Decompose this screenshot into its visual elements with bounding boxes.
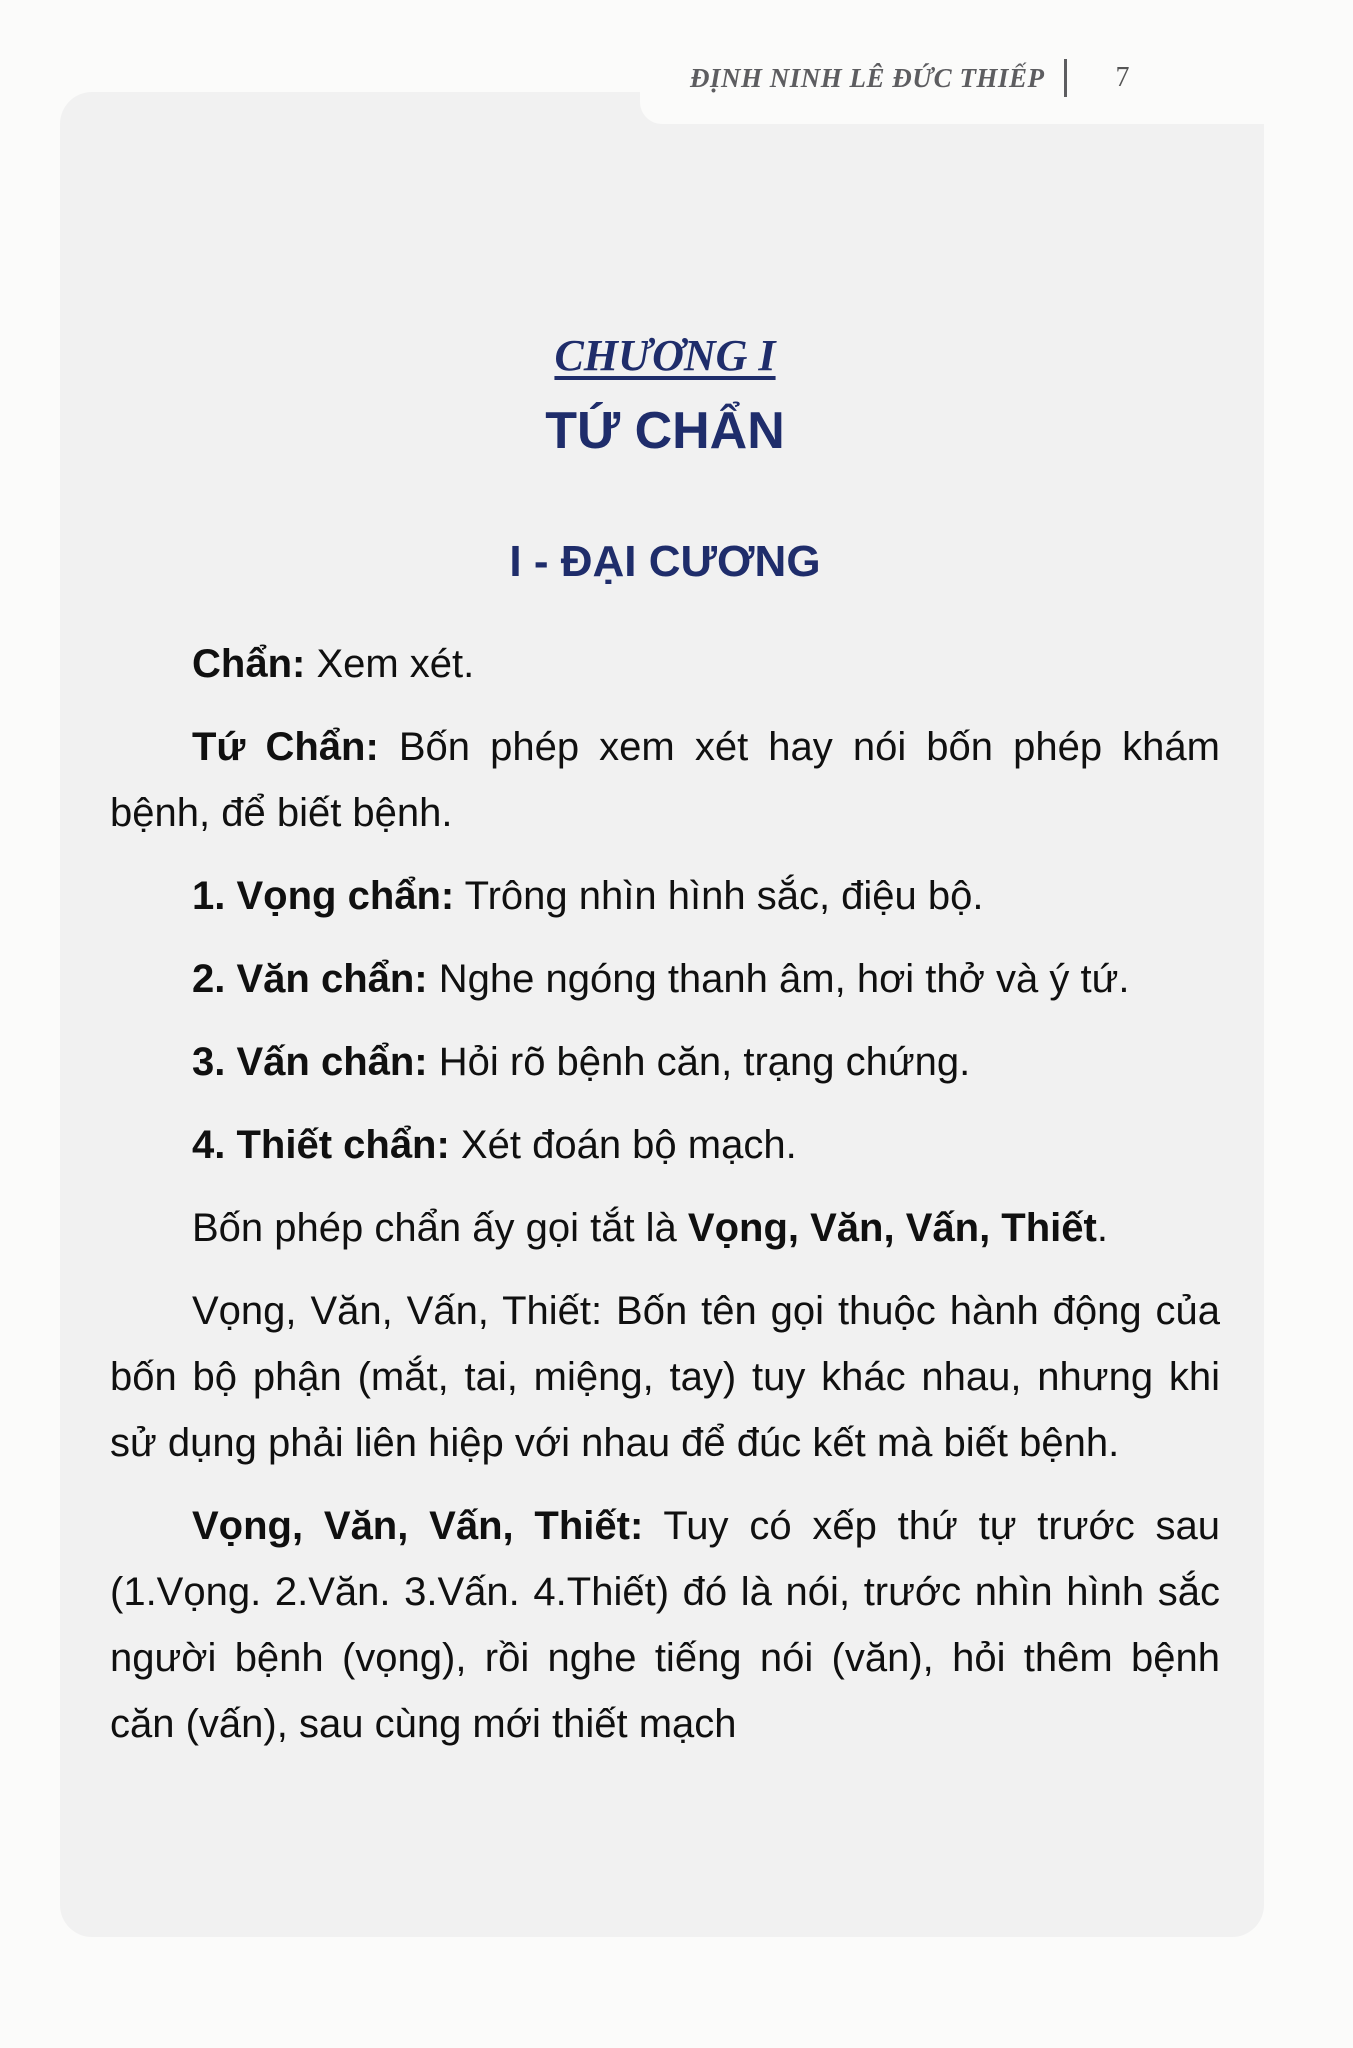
paragraph-summary — [110, 1195, 1220, 1261]
header-separator — [1064, 59, 1067, 97]
definition: Xét đoán bộ mạch. — [449, 1123, 797, 1167]
definition: Trông nhìn hình sắc, điệu bộ. — [454, 874, 984, 918]
running-header — [690, 56, 1310, 100]
section-title: I - ĐẠI CƯƠNG — [509, 537, 821, 586]
definition: Xem xét. — [305, 642, 475, 686]
paragraph-order — [110, 1493, 1220, 1757]
order-text: Tuy có xếp thứ tự trước sau (1.Vọng. 2.Văn. 3.Vấn. 4.Thiết) đó là nói, trước nhìn hình sắc người bệnh (vọng), rồi nghe tiếng nói (văn), hỏi thêm bệnh căn (vấn), sau cùng mới thiết mạch — [110, 1504, 1220, 1746]
list-item-van-chan-hoi — [110, 1029, 1220, 1095]
term: Chẩn: — [192, 642, 306, 686]
page-content — [110, 330, 1220, 1774]
header-author: ĐỊNH NINH LÊ ĐỨC THIẾP — [690, 62, 1045, 93]
paragraph-tu-chan — [110, 714, 1220, 846]
term: Vọng, Văn, Vấn, Thiết — [687, 1206, 1097, 1250]
chapter-title: TỨ CHẨN — [545, 402, 785, 460]
term: 2. Văn chẩn: — [192, 957, 428, 1001]
list-item-thiet-chan — [110, 1112, 1220, 1178]
definition: Hỏi rõ bệnh căn, trạng chứng. — [427, 1040, 971, 1084]
definition: Nghe ngóng thanh âm, hơi thở và ý tứ. — [427, 957, 1130, 1001]
list-item-vong-chan — [110, 863, 1220, 929]
definition: Bốn phép xem xét hay nói bốn phép khám bệnh, để biết bệnh. — [110, 725, 1220, 835]
term: 1. Vọng chẩn: — [192, 874, 455, 918]
term: 3. Vấn chẩn: — [192, 1040, 428, 1084]
term: 4. Thiết chẩn: — [192, 1123, 450, 1167]
chapter-label: CHƯƠNG I — [554, 331, 776, 380]
paragraph-chan — [110, 631, 1220, 697]
explanation-text: Vọng, Văn, Vấn, Thiết: Bốn tên gọi thuộc hành động của bốn bộ phận (mắt, tai, miệng, tay) tuy khác nhau, nhưng khi sử dụng phải liên hiệp với nhau để đúc kết mà biết bệnh. — [110, 1289, 1220, 1465]
term: Vọng, Văn, Vấn, Thiết: — [192, 1504, 644, 1548]
page-number: 7 — [1115, 62, 1130, 93]
summary-prefix: Bốn phép chẩn ấy gọi tắt là — [192, 1206, 688, 1250]
list-item-van-chan — [110, 946, 1220, 1012]
term: Tứ Chẩn: — [192, 725, 379, 769]
summary-suffix: . — [1096, 1206, 1108, 1250]
paragraph-explanation — [110, 1278, 1220, 1476]
